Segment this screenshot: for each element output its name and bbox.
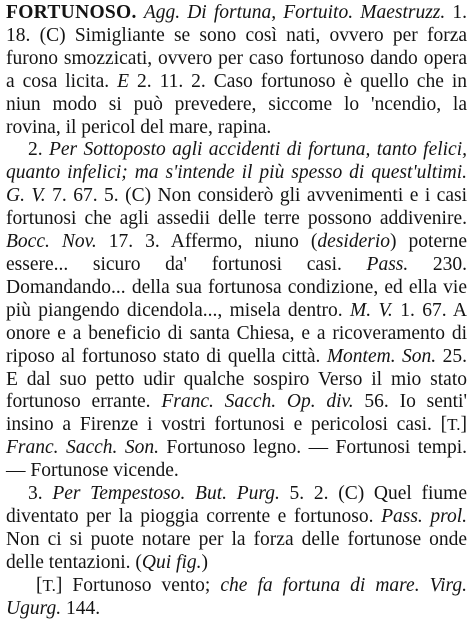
sense-definition: Per Sottoposto agli accidenti di fortuna, tanto felici, quanto infelici; ma s'intende il più spesso di quest'ultimi. G. V. bbox=[6, 139, 468, 207]
quotation-text: ] Fortunoso vento; bbox=[55, 574, 221, 596]
quotation-text: 7. 67. 5. (C) Non considerò gli avvenimenti e i casi fortunosi che agli assedii delle terre possono addivenire. bbox=[6, 185, 468, 230]
quotation-text: 5. 2. (C) Quel fiume diventato per la pioggia corrente e fortunoso. bbox=[6, 483, 467, 527]
source-citation: Franc. Sacch. Op. div. bbox=[161, 391, 354, 413]
quotation-text: Non ci si puote notare per la forza delle fortunose onde delle tentazioni. ( bbox=[6, 528, 467, 573]
quotation-text: 2. 11. 2. Caso fortunoso è quello che in niun modo si può prevedere, siccome lo 'ncendio, la rovina, il pericol del mare, rapina. bbox=[6, 70, 467, 138]
source-citation: E bbox=[117, 70, 129, 92]
editor-mark: T. bbox=[42, 575, 56, 595]
text-run bbox=[137, 2, 144, 23]
quotation-text: 25. E dal suo petto udir qualche sospiro Verso il mio stato fortunoso errante. bbox=[6, 345, 467, 413]
quotation-text: 230. Domandando... della sua fortunosa condizione, ed ella vie più piangendo dicendola..., misela dentro. bbox=[6, 253, 468, 321]
source-citation: Pass. prol. bbox=[381, 505, 468, 527]
source-citation: Bocc. Nov. bbox=[6, 231, 97, 253]
text-run: [ bbox=[36, 574, 43, 596]
headword: FORTUNOSO. bbox=[6, 2, 137, 23]
quotation-text: 56. Io senti' insino a Firenze i vostri fortunosi e pericolosi casi. [ bbox=[6, 391, 467, 436]
definition-italic: Agg. Di fortuna, Fortuito. Maestruzz. bbox=[143, 2, 446, 23]
quotation-text: 1. 18. (C) Simigliante se sono così nati, ovvero per forza furono smozzicati, ovvero per caso fortunoso dando opera a cosa licita. bbox=[6, 2, 467, 92]
gloss-italic: desiderio bbox=[317, 231, 390, 253]
text-run: ] bbox=[460, 414, 467, 436]
entry-paragraph-4 bbox=[6, 575, 467, 620]
source-citation: Montem. Son. bbox=[326, 345, 437, 367]
quotation-text: Fortunoso legno. — Fortunosi tempi. — Fortunose vicende. bbox=[6, 437, 467, 482]
source-citation: che fa fortuna di mare. Virg. Ugurg. bbox=[6, 574, 467, 619]
sense-definition: Per Tempestoso. But. Purg. bbox=[52, 483, 280, 505]
entry-paragraph-1 bbox=[6, 2, 467, 139]
editor-mark: T. bbox=[447, 415, 461, 435]
gloss-italic: Qui fig. bbox=[141, 551, 202, 573]
source-citation: M. V. bbox=[350, 299, 393, 321]
entry-paragraph-3 bbox=[6, 483, 467, 575]
text-run: ) bbox=[201, 551, 208, 573]
entry-paragraph-2 bbox=[6, 139, 467, 483]
sense-number: 2. bbox=[28, 139, 49, 161]
sense-number: 3. bbox=[28, 483, 53, 505]
quotation-text: 17. 3. Affermo, niuno ( bbox=[96, 231, 318, 253]
source-citation: Pass. bbox=[366, 253, 409, 275]
quotation-text: 1. 67. A onore e a beneficio di santa Chiesa, e a ricoveramento di riposo al fortunoso stato di quella città. bbox=[6, 299, 467, 367]
quotation-text: 144. bbox=[61, 597, 101, 619]
source-citation: Franc. Sacch. Son. bbox=[6, 437, 159, 459]
quotation-text: ) poterne essere... sicuro da' fortunosi casi. bbox=[6, 231, 468, 275]
